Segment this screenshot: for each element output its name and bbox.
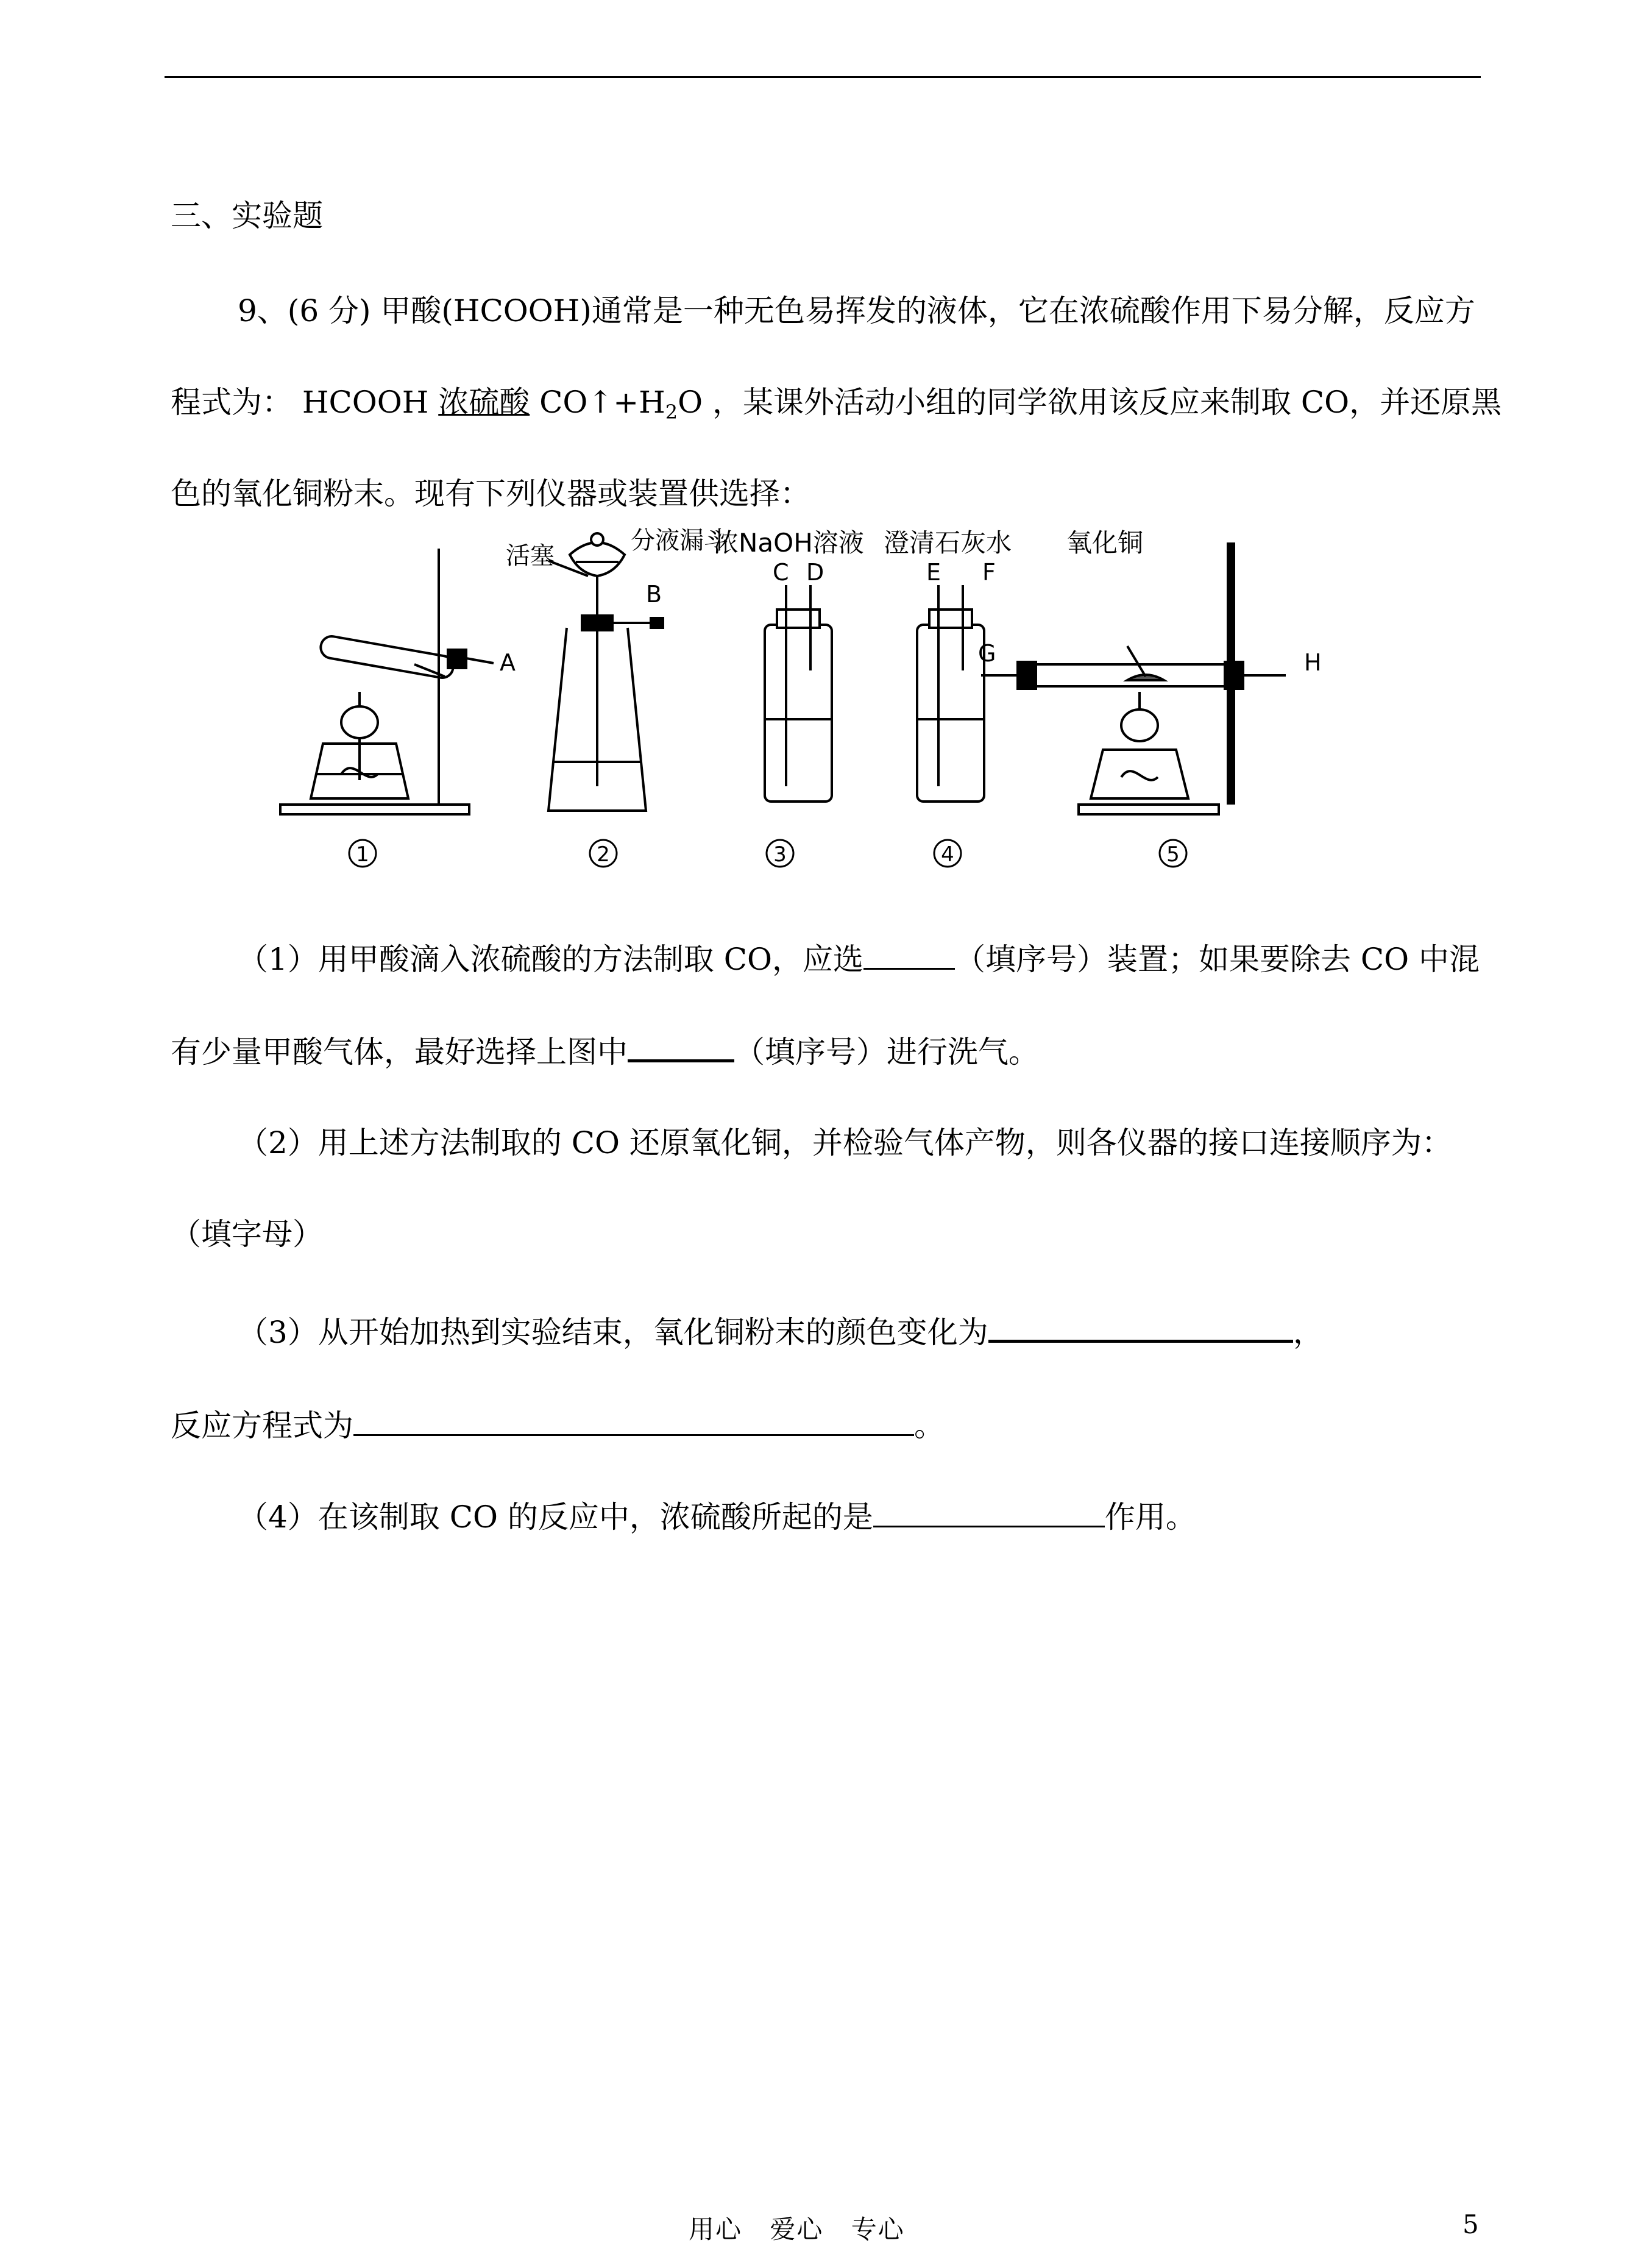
apparatus-number-1: 1 bbox=[356, 842, 369, 867]
equation-lhs: 程式为： HCOOH bbox=[171, 385, 439, 420]
port-C: C bbox=[773, 559, 789, 586]
apparatus-2 bbox=[548, 533, 663, 811]
section-title: 三、实验题 bbox=[171, 198, 323, 233]
port-E: E bbox=[926, 559, 941, 586]
port-F: F bbox=[982, 559, 996, 586]
question-line-1: 9、(6 分) 甲酸(HCOOH)通常是一种无色易挥发的液体，它在浓硫酸作用下易分解，反应方 bbox=[238, 293, 1475, 329]
q4-text-2: 作用。 bbox=[1104, 1499, 1196, 1535]
subquestion-3-line-1 bbox=[238, 1310, 1324, 1351]
apparatus-number-5: 5 bbox=[1166, 842, 1180, 867]
question-line-3: 色的氧化铜粉末。现有下列仪器或装置供选择： bbox=[171, 476, 810, 511]
answer-blank-2[interactable] bbox=[628, 1030, 734, 1062]
q1a-text-2: （填序号）装置；如果要除去 CO 中混 bbox=[954, 942, 1480, 977]
q3a-end: ， bbox=[1292, 1315, 1324, 1350]
q4-text-1: （4）在该制取 CO 的反应中，浓硫酸所起的是 bbox=[238, 1499, 873, 1535]
q3b-end: 。 bbox=[914, 1408, 945, 1443]
label-stopcock: 活塞 bbox=[506, 542, 555, 570]
label-limewater: 澄清石灰水 bbox=[884, 528, 1012, 558]
subquestion-2-line-1: （2）用上述方法制取的 CO 还原氧化铜，并检验气体产物，则各仪器的接口连接顺序为： bbox=[238, 1125, 1452, 1161]
apparatus-1 bbox=[280, 549, 494, 814]
port-H: H bbox=[1304, 649, 1322, 676]
answer-blank-5[interactable] bbox=[873, 1496, 1105, 1527]
question-line-2 bbox=[171, 384, 1502, 430]
apparatus-5 bbox=[981, 542, 1286, 814]
page-number: 5 bbox=[1462, 2209, 1479, 2239]
port-B: B bbox=[646, 581, 662, 608]
question-line-2-rest: O ，某课外活动小组的同学欲用该反应来制取 CO，并还原黑 bbox=[678, 385, 1502, 420]
subquestion-1-line-2 bbox=[171, 1030, 1039, 1070]
label-separatory-funnel: 分液漏斗 bbox=[631, 527, 728, 555]
subquestion-2-line-2: （填字母） bbox=[171, 1217, 323, 1252]
q1a-text-1: （1）用甲酸滴入浓硫酸的方法制取 CO，应选 bbox=[238, 942, 863, 977]
apparatus-number-3: 3 bbox=[773, 842, 787, 867]
subquestion-1-line-1 bbox=[238, 939, 1480, 978]
header-rule bbox=[165, 76, 1481, 78]
apparatus-number-2: 2 bbox=[597, 842, 610, 867]
answer-blank-1[interactable] bbox=[863, 939, 955, 970]
port-A: A bbox=[500, 649, 516, 676]
q1b-text-1: 有少量甲酸气体，最好选择上图中 bbox=[171, 1034, 628, 1070]
label-naoh-solution: 浓NaOH溶液 bbox=[713, 528, 864, 558]
apparatus-3 bbox=[765, 585, 832, 802]
q1b-text-2: （填序号）进行洗气。 bbox=[734, 1034, 1039, 1070]
answer-blank-3[interactable] bbox=[988, 1310, 1293, 1343]
apparatus-4 bbox=[917, 585, 984, 802]
answer-blank-4[interactable] bbox=[353, 1405, 914, 1436]
apparatus-figure bbox=[262, 527, 1322, 878]
subscript-2: 2 bbox=[665, 400, 678, 424]
q3b-text: 反应方程式为 bbox=[171, 1408, 353, 1443]
footer-text: 用心 爱心 专心 bbox=[689, 2214, 905, 2244]
port-D: D bbox=[806, 559, 824, 586]
subquestion-4 bbox=[238, 1496, 1196, 1535]
port-G: G bbox=[978, 640, 996, 667]
reaction-condition: 浓硫酸 bbox=[438, 385, 530, 420]
equation-product: CO↑+H bbox=[530, 385, 665, 420]
label-copper-oxide: 氧化铜 bbox=[1066, 528, 1144, 558]
subquestion-3-line-2 bbox=[171, 1405, 945, 1444]
apparatus-number-4: 4 bbox=[941, 842, 954, 867]
q3a-text: （3）从开始加热到实验结束，氧化铜粉末的颜色变化为 bbox=[238, 1315, 988, 1350]
